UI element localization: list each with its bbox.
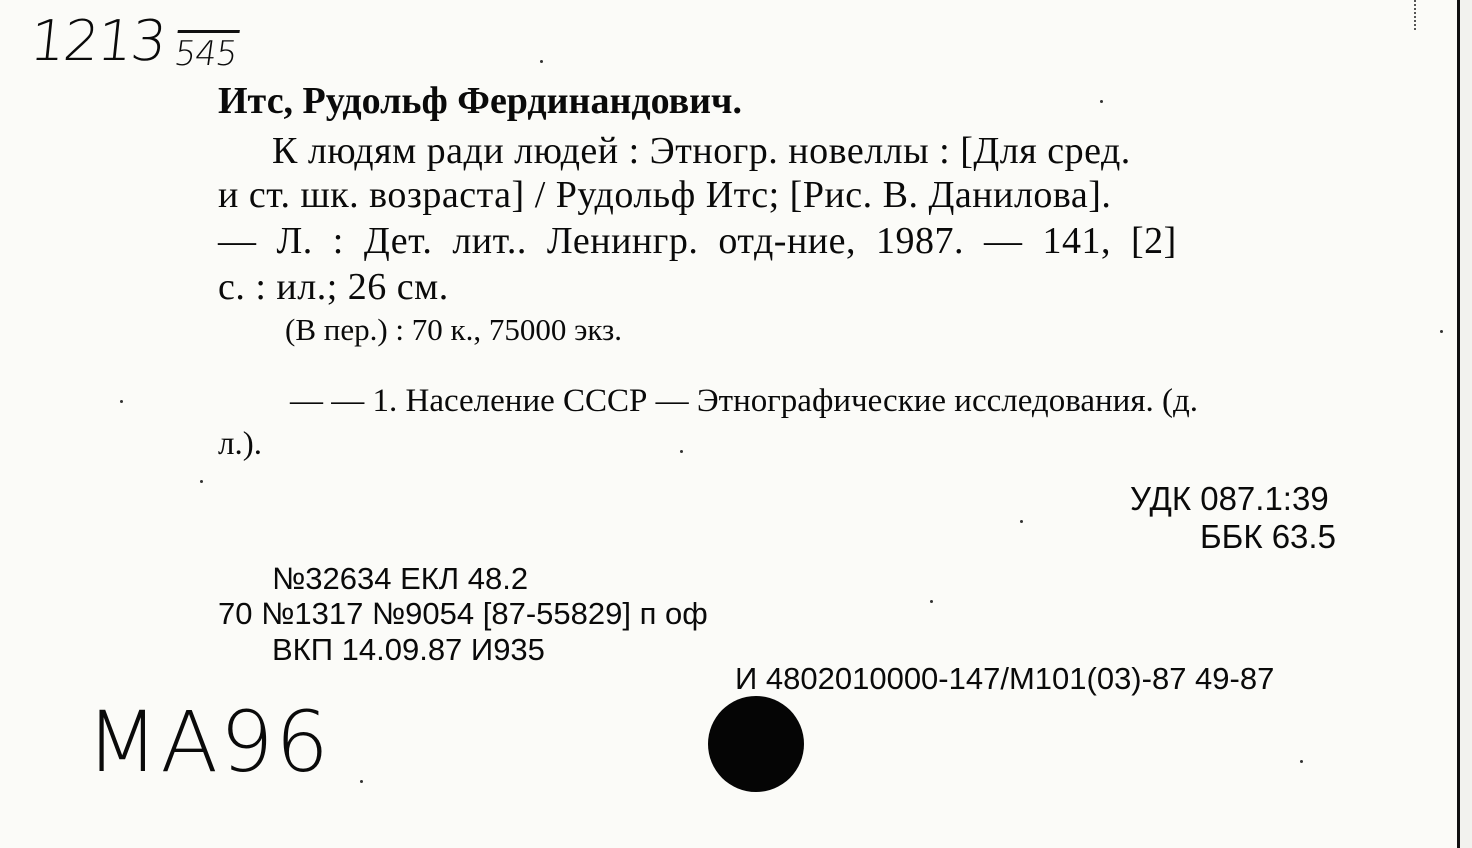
- speck: [540, 60, 543, 63]
- speck: [1020, 520, 1023, 523]
- speck: [120, 400, 123, 403]
- card-top-edge-mark: [1414, 0, 1432, 30]
- punch-hole: [708, 696, 804, 792]
- subject-heading-line-1: — — 1. Население СССР — Этнографические исследования. (д.: [290, 383, 1199, 419]
- speck: [930, 600, 933, 603]
- speck: [680, 450, 683, 453]
- author-heading: Итс, Рудольф Фердинандович.: [218, 80, 742, 122]
- speck: [1300, 760, 1303, 763]
- subject-heading-line-2: л.).: [218, 426, 262, 462]
- title-line-1: К людям ради людей : Этногр. новеллы : [Для сред.: [272, 130, 1131, 172]
- title-line-3: — Л. : Дет. лит.. Ленингр. отд-ние, 1987. — 141, [2]: [218, 220, 1177, 262]
- shelfmark-handwritten: 1213: [26, 9, 168, 74]
- isbn-line: И 4802010000-147/М101(03)-87 49-87: [735, 661, 1275, 696]
- speck: [360, 780, 363, 783]
- udk-code: УДК 087.1:39: [1130, 480, 1329, 517]
- title-line-4: с. : ил.; 26 см.: [218, 266, 449, 308]
- bbk-code: ББК 63.5: [1200, 518, 1336, 555]
- card-right-edge: [1457, 0, 1472, 848]
- tech-line-3: ВКП 14.09.87 И935: [272, 632, 545, 667]
- speck: [1440, 330, 1443, 333]
- tech-line-2: 70 №1317 №9054 [87-55829] п оф: [218, 596, 708, 631]
- speck: [200, 480, 203, 483]
- price-line: (В пер.) : 70 к., 75000 экз.: [285, 312, 623, 347]
- title-line-2: и ст. шк. возраста] / Рудольф Итс; [Рис. В. Данилова].: [218, 174, 1112, 216]
- shelfmark-subnumber: 545: [172, 30, 240, 71]
- tech-line-1: №32634 ЕКЛ 48.2: [272, 561, 529, 596]
- speck: [1100, 100, 1103, 103]
- handwritten-code: МА96: [86, 693, 331, 791]
